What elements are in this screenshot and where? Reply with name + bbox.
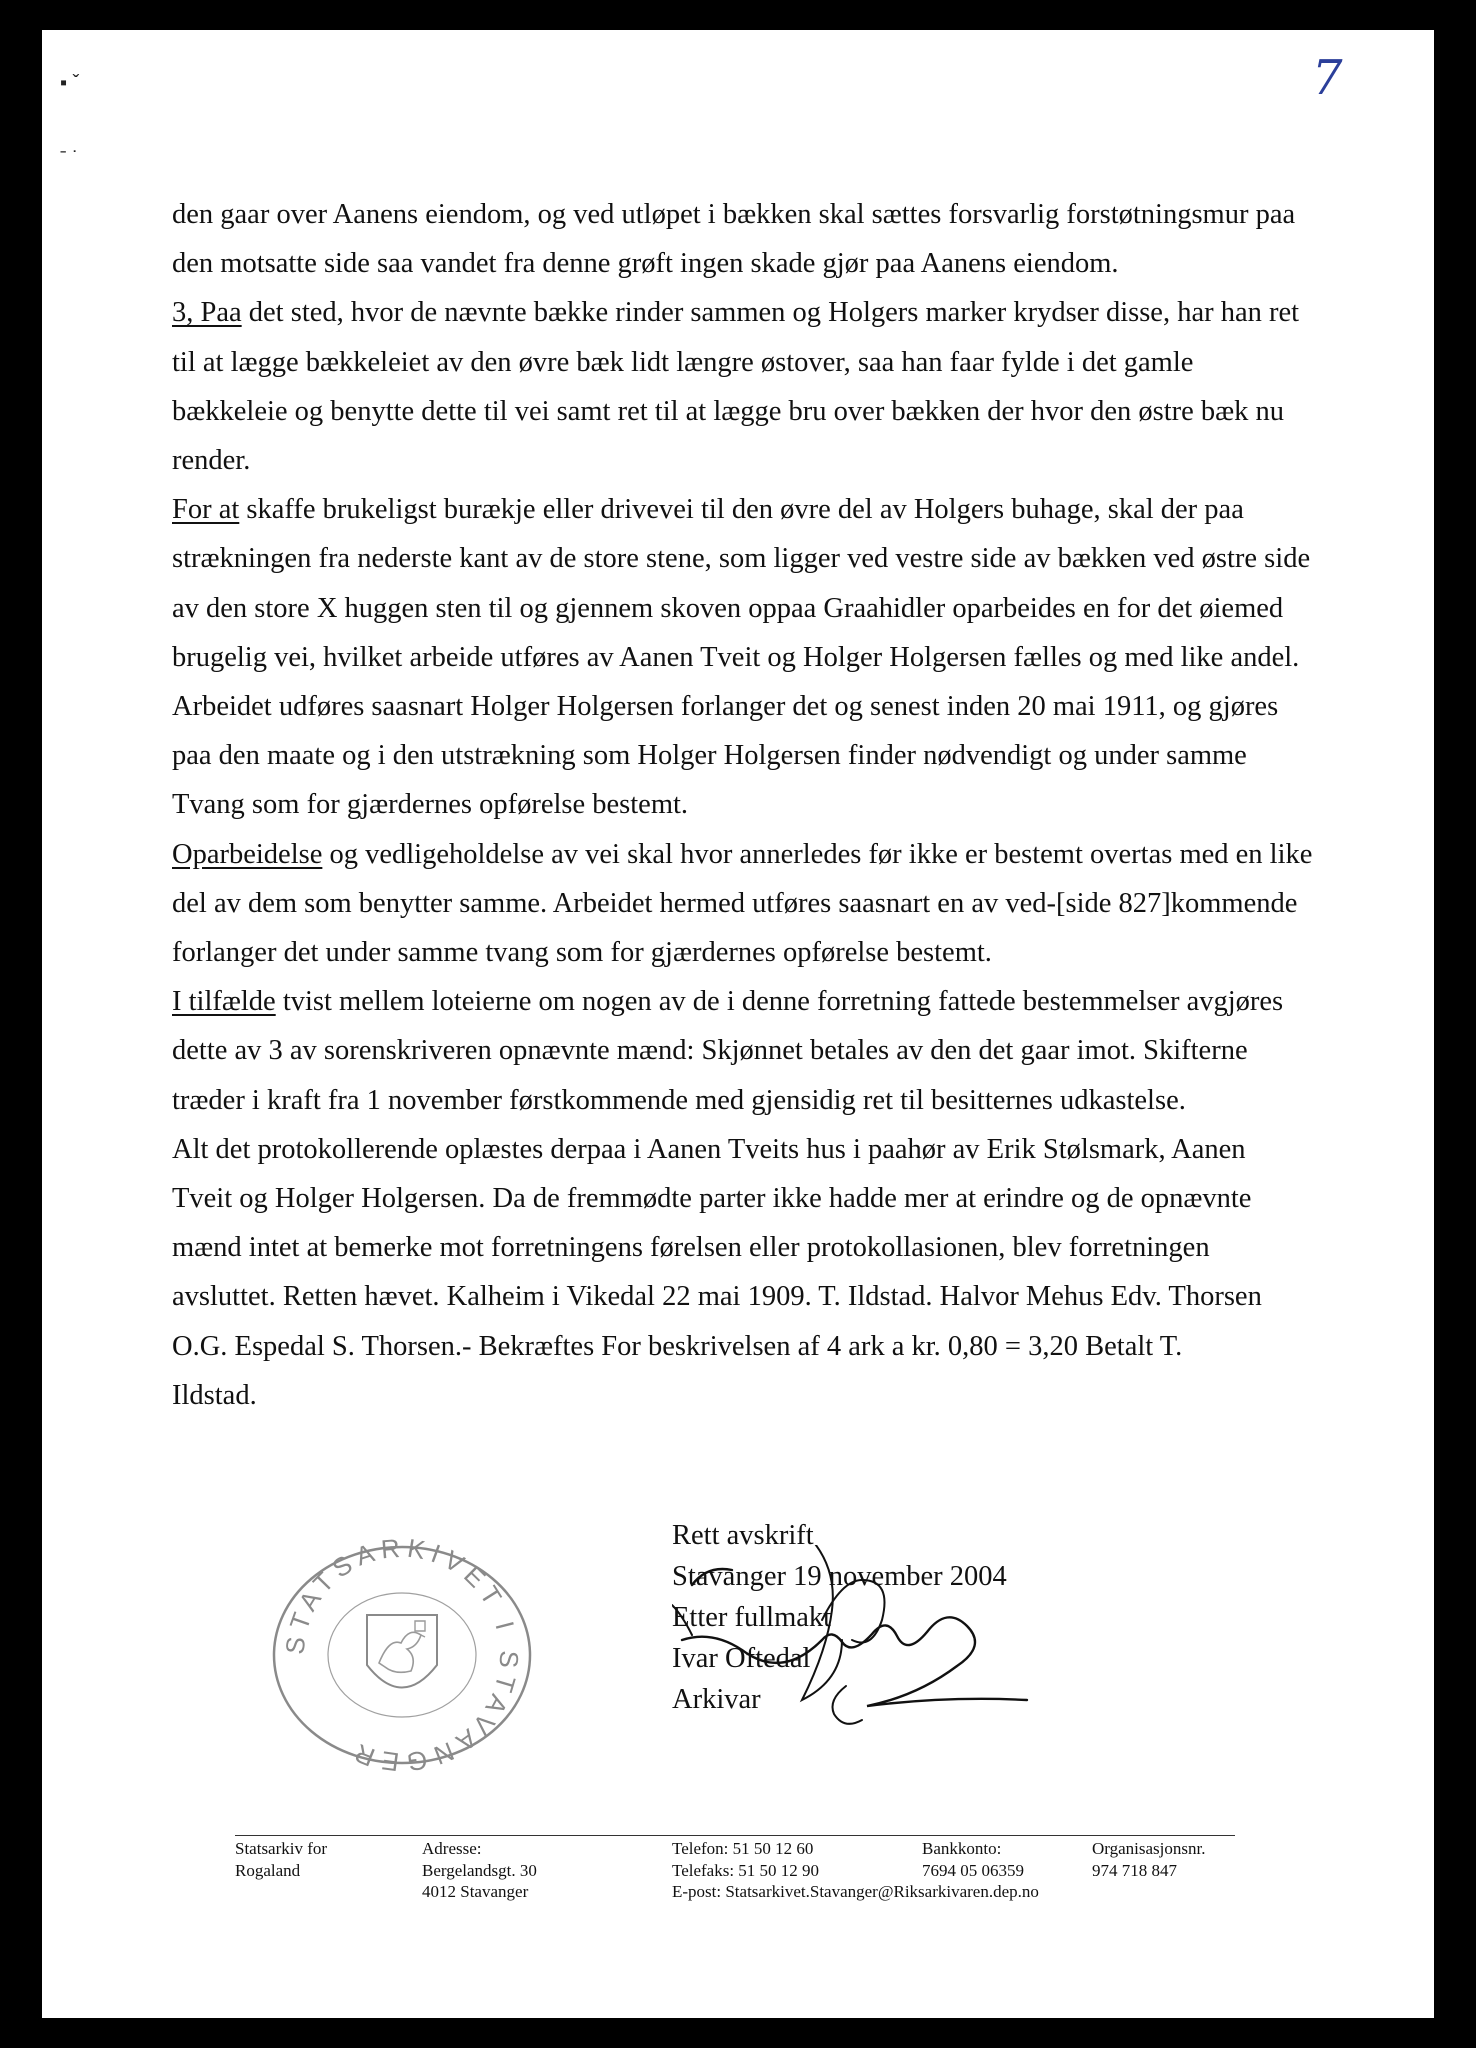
body-line-text: mænd intet at bemerke mot forretningens førelsen eller protokollasionen, blev forretningen	[172, 1232, 1210, 1264]
body-line	[172, 190, 1362, 239]
footer-org-number: Organisasjonsnr. 974 718 847	[1092, 1839, 1206, 1880]
body-line	[172, 1076, 1362, 1125]
archive-stamp-seal	[267, 1535, 537, 1775]
body-line-text: den motsatte side saa vandet fra denne grøft ingen skade gjør paa Aanens eiendom.	[172, 248, 1119, 280]
body-line-text: brugelig vei, hvilket arbeide utføres av Aanen Tveit og Holger Holgersen fælles og med like andel.	[172, 641, 1300, 673]
body-line	[172, 780, 1362, 829]
body-line	[172, 928, 1362, 977]
body-line	[172, 1026, 1362, 1075]
footer-contact: Telefon: 51 50 12 60 Telefaks: 51 50 12 90 E-post: Statsarkivet.Stavanger@Riksarkivaren.dep.no	[672, 1839, 1039, 1901]
body-line-text: paa den maate og i den utstrækning som Holger Holgersen finder nødvendigt og under samme	[172, 740, 1247, 772]
stamp-text: STATSARKIVET I STAVANGER	[279, 1535, 525, 1775]
underlined-lead: For at	[172, 494, 240, 526]
body-line-text: og vedligeholdelse av vei skal hvor annerledes før ikke er bestemt overtas med en like	[322, 838, 1313, 870]
body-line	[172, 1223, 1362, 1272]
closing-line-authority: Etter fullmakt	[672, 1602, 832, 1633]
underlined-lead: 3, Paa	[172, 297, 242, 329]
body-line	[172, 534, 1362, 583]
body-line-text: dette av 3 av sorenskriveren opnævnte mænd: Skjønnet betales av den det gaar imot. Skifterne	[172, 1035, 1248, 1067]
body-line-text: tvist mellem loteierne om nogen av de i denne forretning fattede bestemmelser avgjøres	[275, 986, 1284, 1018]
body-line-text: Arbeidet udføres saasnart Holger Holgersen forlanger det og senest inden 20 mai 1911, og gjøres	[172, 691, 1279, 723]
body-line-text: Alt det protokollerende oplæstes derpaa i Aanen Tveits hus i paahør av Erik Stølsmark, Aanen	[172, 1133, 1246, 1165]
body-line-text: skaffe brukeligst burækje eller drivevei til den øvre del av Holgers buhage, skal der paa	[239, 494, 1244, 526]
body-line	[172, 239, 1362, 288]
closing-line-certified-copy: Rett avskrift	[672, 1520, 814, 1551]
body-line-text: Ildstad.	[172, 1379, 257, 1411]
certification-block	[672, 1515, 1007, 1720]
body-line	[172, 633, 1362, 682]
scan-mark-top: ▪ ˇ	[60, 72, 80, 94]
body-line-text: render.	[172, 445, 251, 477]
footer-address: Adresse: Bergelandsgt. 30 4012 Stavanger	[422, 1839, 537, 1901]
body-line	[172, 485, 1362, 534]
body-line-text: bækkeleie og benytte dette til vei samt ret til at lægge bru over bækken der hvor den østre bæk nu	[172, 395, 1285, 427]
body-line-text: forlanger det under samme tvang som for gjærdernes opførelse bestemt.	[172, 937, 992, 969]
body-line-text: Tveit og Holger Holgersen. Da de fremmødte parter ikke hadde mer at erindre og de opnævnte	[172, 1183, 1252, 1215]
body-line	[172, 1174, 1362, 1223]
body-line-text: del av dem som benytter samme. Arbeidet hermed utføres saasnart en av ved-[side 827]kommende	[172, 887, 1298, 919]
body-line	[172, 387, 1362, 436]
body-line-text: O.G. Espedal S. Thorsen.- Bekræftes For beskrivelsen af 4 ark a kr. 0,80 = 3,20 Betalt T.	[172, 1330, 1183, 1362]
body-line	[172, 584, 1362, 633]
closing-line-title: Arkivar	[672, 1684, 761, 1715]
underlined-lead: Oparbeidelse	[172, 838, 323, 870]
body-line	[172, 1125, 1362, 1174]
body-line	[172, 288, 1362, 337]
document-body	[172, 190, 1362, 1420]
body-line	[172, 1272, 1362, 1321]
body-line	[172, 436, 1362, 485]
body-line	[172, 682, 1362, 731]
svg-text:STATSARKIVET I STAVANGER	[279, 1535, 524, 1775]
footer-institution: Statsarkiv for Rogaland	[235, 1839, 328, 1880]
body-line-text: til at lægge bækkeleiet av den øvre bæk lidt længre østover, saa han faar fylde i det gamle	[172, 346, 1194, 378]
body-line	[172, 879, 1362, 928]
body-line	[172, 338, 1362, 387]
document-page	[42, 30, 1434, 2018]
body-line-text: den gaar over Aanens eiendom, og ved utløpet i bækken skal sættes forsvarlig forstøtningsmur paa	[172, 199, 1296, 230]
footer-divider	[235, 1835, 1235, 1836]
body-line-text: av den store X huggen sten til og gjennem skoven oppaa Graahidler oparbeides en for det øiemed	[172, 592, 1284, 624]
body-line	[172, 977, 1362, 1026]
scan-mark-bottom: ˉ ˙	[60, 148, 79, 170]
closing-line-place-date: Stavanger 19 november 2004	[672, 1561, 1007, 1592]
body-line	[172, 830, 1362, 879]
body-line	[172, 1371, 1362, 1420]
body-line-text: det sted, hvor de nævnte bække rinder sammen og Holgers marker krydser disse, har han ret	[241, 297, 1300, 329]
underlined-lead: I tilfælde	[172, 986, 276, 1018]
footer-bank: Bankkonto: 7694 05 06359	[922, 1839, 1024, 1880]
body-line-text: strækningen fra nederste kant av de store stene, som ligger ved vestre side av bækken ved østre side	[172, 543, 1311, 575]
body-line	[172, 1322, 1362, 1371]
page-number: 7	[1312, 50, 1343, 106]
closing-line-name: Ivar Oftedal	[672, 1643, 811, 1674]
body-line-text: Tvang som for gjærdernes opførelse bestemt.	[172, 789, 689, 821]
body-line-text: avsluttet. Retten hævet. Kalheim i Vikedal 22 mai 1909. T. Ildstad. Halvor Mehus Edv. Thorsen	[172, 1281, 1262, 1313]
body-line-text: træder i kraft fra 1 november førstkommende med gjensidig ret til besitternes udkastelse.	[172, 1084, 1186, 1116]
body-line	[172, 731, 1362, 780]
